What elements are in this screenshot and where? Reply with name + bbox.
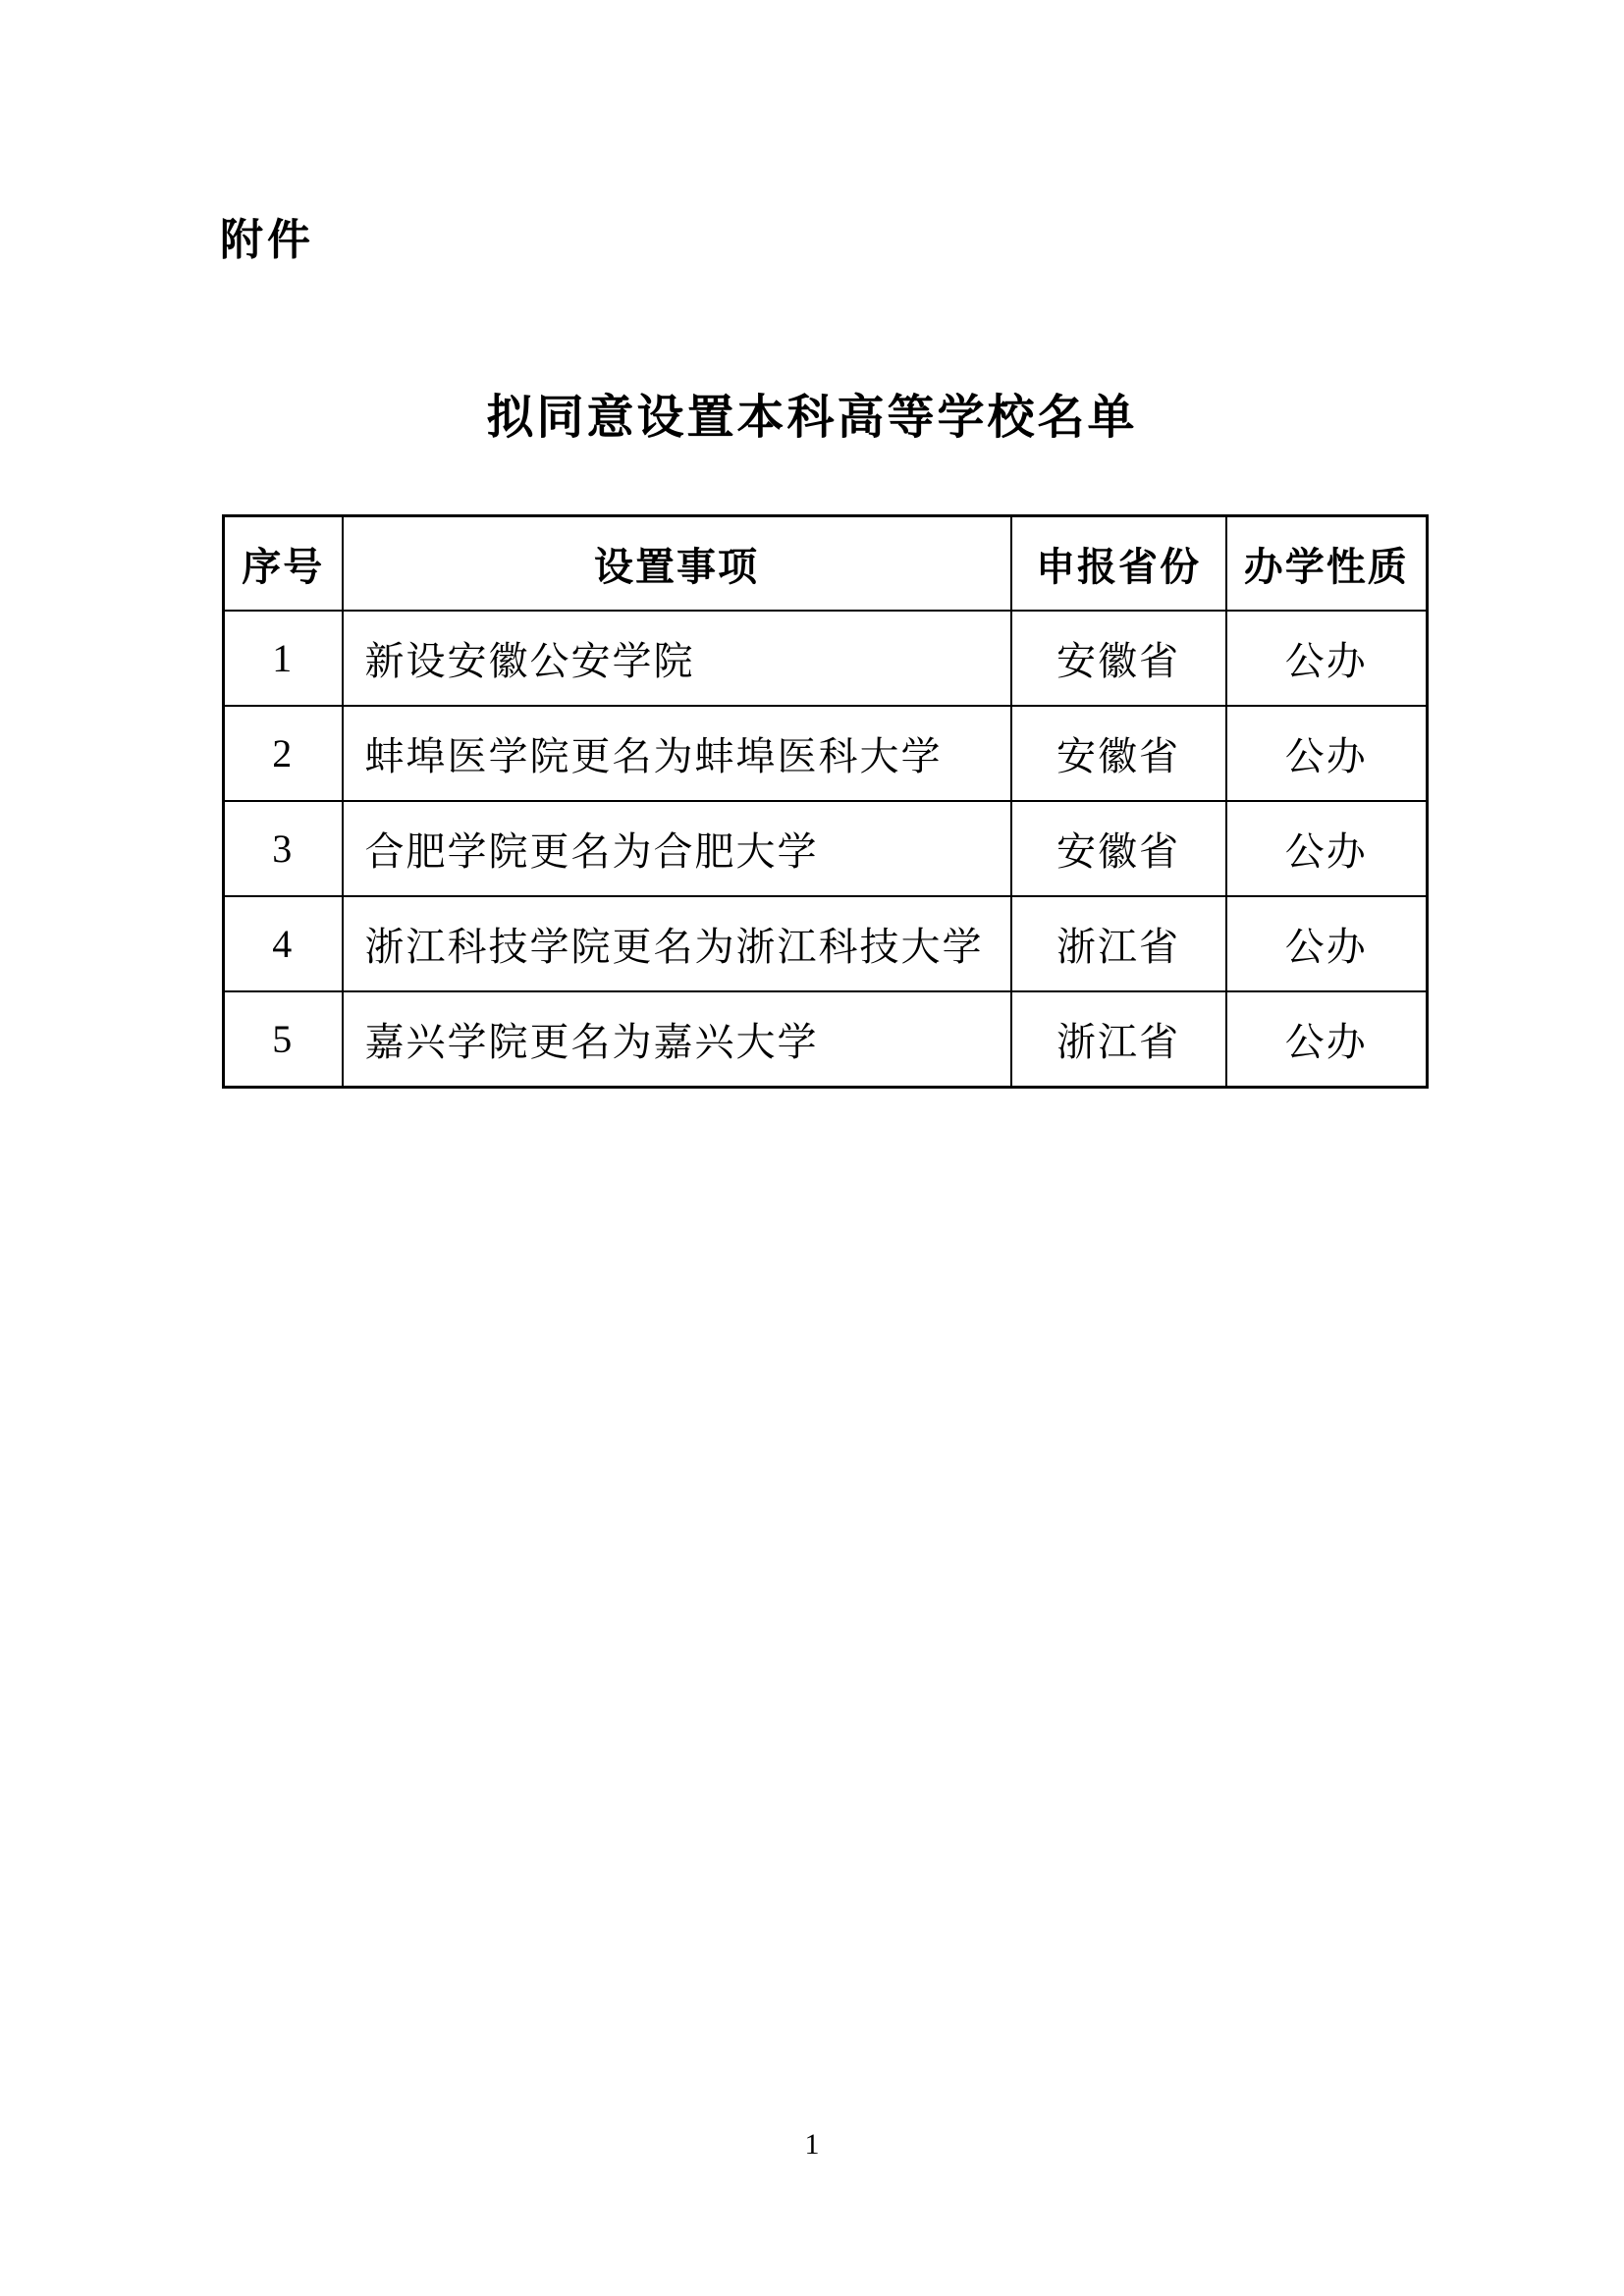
header-cell-nature: 办学性质 bbox=[1226, 516, 1428, 612]
cell-province: 浙江省 bbox=[1011, 896, 1226, 991]
cell-province: 安徽省 bbox=[1011, 801, 1226, 896]
table-row bbox=[224, 801, 1428, 896]
cell-nature: 公办 bbox=[1226, 991, 1428, 1088]
table-row bbox=[224, 611, 1428, 706]
header-cell-no: 序号 bbox=[224, 516, 343, 612]
page-title: 拟同意设置本科高等学校名单 bbox=[486, 392, 1138, 444]
cell-setup-item: 蚌埠医学院更名为蚌埠医科大学 bbox=[343, 706, 1011, 801]
cell-nature: 公办 bbox=[1226, 896, 1428, 991]
table-row bbox=[224, 896, 1428, 991]
cell-serial-number: 3 bbox=[224, 801, 343, 896]
cell-province: 安徽省 bbox=[1011, 611, 1226, 706]
cell-nature: 公办 bbox=[1226, 801, 1428, 896]
table-body bbox=[224, 611, 1428, 1088]
cell-setup-item: 合肥学院更名为合肥大学 bbox=[343, 801, 1011, 896]
cell-serial-number: 2 bbox=[224, 706, 343, 801]
cell-setup-item: 嘉兴学院更名为嘉兴大学 bbox=[343, 991, 1011, 1088]
page-number: 1 bbox=[804, 2128, 820, 2161]
cell-province: 浙江省 bbox=[1011, 991, 1226, 1088]
cell-serial-number: 4 bbox=[224, 896, 343, 991]
header-cell-item: 设置事项 bbox=[343, 516, 1011, 612]
cell-serial-number: 5 bbox=[224, 991, 343, 1088]
header-cell-province: 申报省份 bbox=[1011, 516, 1226, 612]
cell-nature: 公办 bbox=[1226, 706, 1428, 801]
cell-province: 安徽省 bbox=[1011, 706, 1226, 801]
table-row bbox=[224, 706, 1428, 801]
table-row bbox=[224, 991, 1428, 1088]
cell-setup-item: 新设安徽公安学院 bbox=[343, 611, 1011, 706]
cell-nature: 公办 bbox=[1226, 611, 1428, 706]
table-header-row bbox=[224, 516, 1428, 612]
attachment-label: 附件 bbox=[220, 216, 314, 264]
cell-serial-number: 1 bbox=[224, 611, 343, 706]
cell-setup-item: 浙江科技学院更名为浙江科技大学 bbox=[343, 896, 1011, 991]
universities-table bbox=[222, 514, 1429, 1089]
